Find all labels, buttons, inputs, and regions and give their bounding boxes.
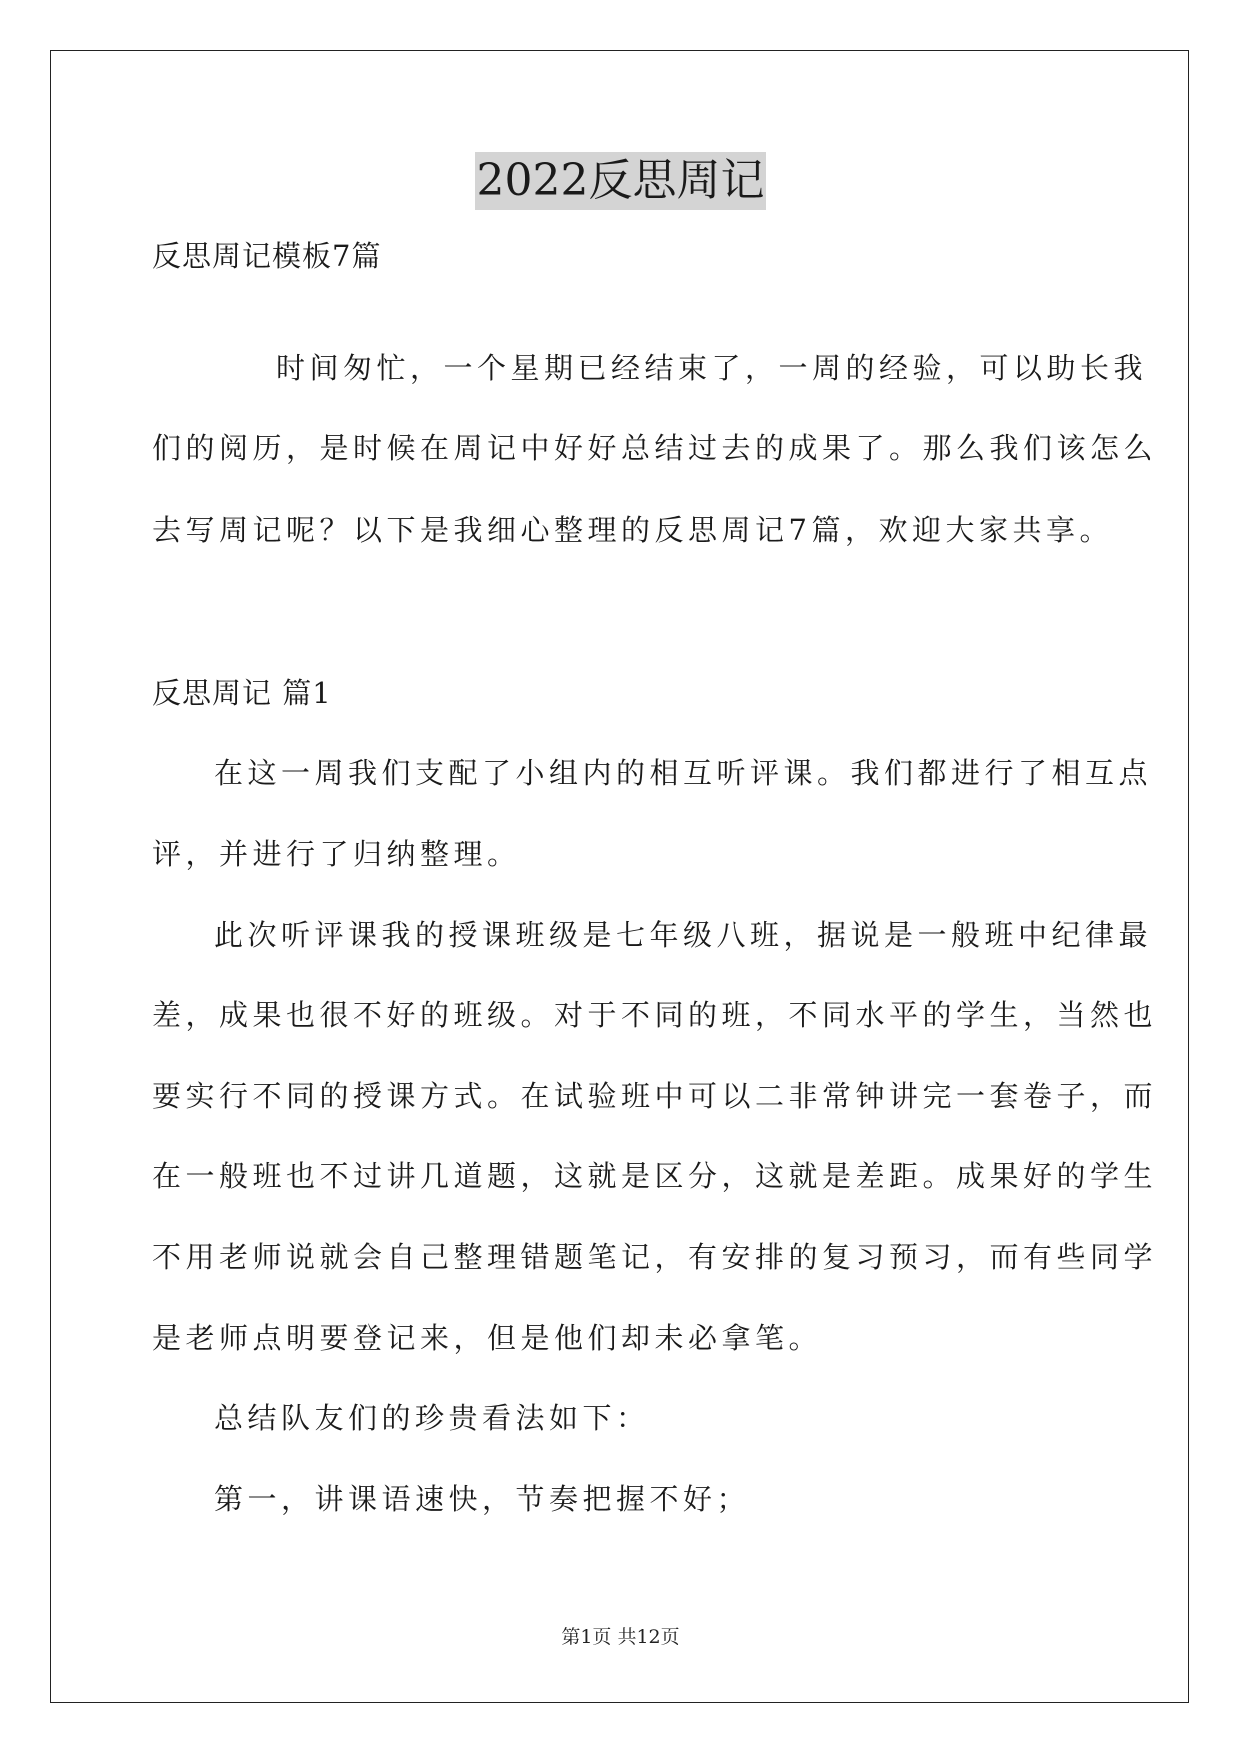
- body-line-5: 要实行不同的授课方式。在试验班中可以二非常钟讲完一套卷子，而: [152, 1079, 1158, 1113]
- body-line-6: 在一般班也不过讲几道题，这就是区分，这就是差距。成果好的学生: [152, 1159, 1158, 1193]
- body-line-1: 在这一周我们支配了小组内的相互听评课。我们都进行了相互点: [214, 756, 1153, 790]
- document-title: 2022反思周记: [475, 152, 767, 210]
- body-line-4: 差，成果也很不好的班级。对于不同的班，不同水平的学生，当然也: [152, 998, 1158, 1032]
- body-line-2: 评，并进行了归纳整理。: [152, 837, 521, 871]
- body-line-10: 第一，讲课语速快，节奏把握不好；: [214, 1482, 751, 1516]
- page-border: [50, 50, 1189, 1703]
- body-line-3: 此次听评课我的授课班级是七年级八班，据说是一般班中纪律最: [214, 918, 1153, 952]
- document-subtitle: 反思周记模板7篇: [152, 239, 382, 273]
- body-line-8: 是老师点明要登记来，但是他们却未必拿笔。: [152, 1321, 823, 1355]
- section-heading: 反思周记 篇1: [152, 676, 332, 710]
- body-line-9: 总结队友们的珍贵看法如下：: [214, 1401, 650, 1435]
- intro-line-2: 们的阅历，是时候在周记中好好总结过去的成果了。那么我们该怎么: [152, 431, 1158, 465]
- intro-line-3: 去写周记呢？以下是我细心整理的反思周记7篇，欢迎大家共享。: [152, 513, 1113, 547]
- page-number-footer: 第1页 共12页: [561, 1626, 680, 1648]
- intro-line-1: 时间匆忙，一个星期已经结束了，一周的经验，可以助长我: [276, 351, 1148, 385]
- body-line-7: 不用老师说就会自己整理错题笔记，有安排的复习预习，而有些同学: [152, 1240, 1158, 1274]
